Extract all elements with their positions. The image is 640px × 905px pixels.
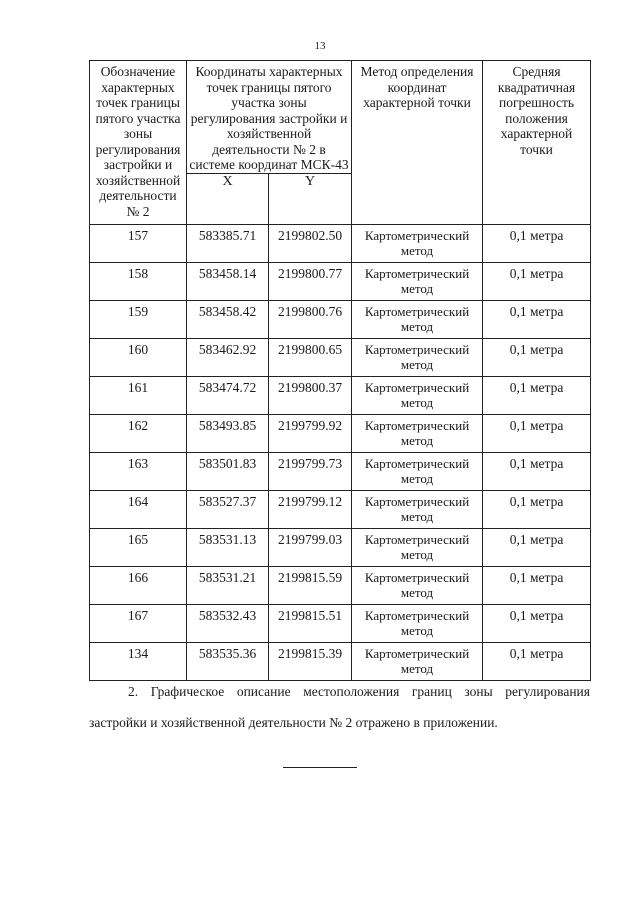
cell-accuracy: 0,1 метра <box>483 414 591 452</box>
cell-point: 160 <box>90 338 187 376</box>
cell-point: 164 <box>90 490 187 528</box>
cell-x: 583535.36 <box>187 642 269 680</box>
header-coordinates: Координаты характерных точек границы пятого участка зоны регулирования застройки и хозяйственной деятельности № 2 в системе координат МСК-43 <box>187 61 352 174</box>
cell-method: Картометрический метод <box>352 452 483 490</box>
cell-accuracy: 0,1 метра <box>483 604 591 642</box>
cell-y: 2199815.39 <box>269 642 352 680</box>
cell-point: 166 <box>90 566 187 604</box>
table-row <box>90 414 591 452</box>
cell-accuracy: 0,1 метра <box>483 490 591 528</box>
header-method: Метод определения координат характерной точки <box>352 61 483 225</box>
table-row <box>90 490 591 528</box>
cell-x: 583501.83 <box>187 452 269 490</box>
cell-x: 583458.42 <box>187 300 269 338</box>
header-y: Y <box>269 173 352 224</box>
table-row <box>90 642 591 680</box>
table-row <box>90 566 591 604</box>
cell-x: 583531.13 <box>187 528 269 566</box>
cell-method: Картометрический метод <box>352 528 483 566</box>
cell-y: 2199800.77 <box>269 262 352 300</box>
cell-point: 159 <box>90 300 187 338</box>
cell-accuracy: 0,1 метра <box>483 566 591 604</box>
cell-y: 2199799.03 <box>269 528 352 566</box>
header-x: X <box>187 173 269 224</box>
cell-accuracy: 0,1 метра <box>483 224 591 262</box>
cell-point: 157 <box>90 224 187 262</box>
cell-method: Картометрический метод <box>352 224 483 262</box>
cell-accuracy: 0,1 метра <box>483 452 591 490</box>
table-row <box>90 262 591 300</box>
cell-y: 2199800.65 <box>269 338 352 376</box>
cell-method: Картометрический метод <box>352 338 483 376</box>
cell-y: 2199800.37 <box>269 376 352 414</box>
cell-y: 2199799.12 <box>269 490 352 528</box>
cell-x: 583458.14 <box>187 262 269 300</box>
table-row <box>90 300 591 338</box>
cell-method: Картометрический метод <box>352 262 483 300</box>
cell-y: 2199802.50 <box>269 224 352 262</box>
cell-point: 158 <box>90 262 187 300</box>
cell-method: Картометрический метод <box>352 300 483 338</box>
cell-x: 583532.43 <box>187 604 269 642</box>
header-accuracy: Средняя квадратичная погрешность положения характерной точки <box>483 61 591 225</box>
cell-point: 161 <box>90 376 187 414</box>
table-row <box>90 224 591 262</box>
cell-accuracy: 0,1 метра <box>483 338 591 376</box>
cell-method: Картометрический метод <box>352 490 483 528</box>
cell-y: 2199800.76 <box>269 300 352 338</box>
cell-accuracy: 0,1 метра <box>483 528 591 566</box>
cell-point: 163 <box>90 452 187 490</box>
cell-x: 583462.92 <box>187 338 269 376</box>
table-row <box>90 376 591 414</box>
coordinates-table <box>89 60 591 681</box>
table-row <box>90 338 591 376</box>
cell-method: Картометрический метод <box>352 566 483 604</box>
cell-method: Картометрический метод <box>352 414 483 452</box>
cell-accuracy: 0,1 метра <box>483 262 591 300</box>
cell-y: 2199799.92 <box>269 414 352 452</box>
cell-accuracy: 0,1 метра <box>483 642 591 680</box>
cell-x: 583531.21 <box>187 566 269 604</box>
cell-x: 583385.71 <box>187 224 269 262</box>
cell-y: 2199815.51 <box>269 604 352 642</box>
cell-accuracy: 0,1 метра <box>483 376 591 414</box>
graphic-description-paragraph: 2. Графическое описание местоположения границ зоны регулирования застройки и хозяйственной деятельности № 2 отражено в приложении. <box>89 683 590 730</box>
cell-method: Картометрический метод <box>352 604 483 642</box>
table-row <box>90 452 591 490</box>
table-row <box>90 604 591 642</box>
cell-y: 2199799.73 <box>269 452 352 490</box>
cell-y: 2199815.59 <box>269 566 352 604</box>
cell-x: 583527.37 <box>187 490 269 528</box>
cell-x: 583493.85 <box>187 414 269 452</box>
table-row <box>90 528 591 566</box>
cell-method: Картометрический метод <box>352 376 483 414</box>
header-point-designation: Обозначение характерных точек границы пятого участка зоны регулирования застройки и хозяйственной деятельности № 2 <box>90 61 187 225</box>
cell-accuracy: 0,1 метра <box>483 300 591 338</box>
cell-point: 134 <box>90 642 187 680</box>
page-number: 13 <box>314 40 326 52</box>
cell-x: 583474.72 <box>187 376 269 414</box>
closing-divider <box>283 767 357 768</box>
cell-point: 165 <box>90 528 187 566</box>
cell-point: 167 <box>90 604 187 642</box>
cell-method: Картометрический метод <box>352 642 483 680</box>
cell-point: 162 <box>90 414 187 452</box>
